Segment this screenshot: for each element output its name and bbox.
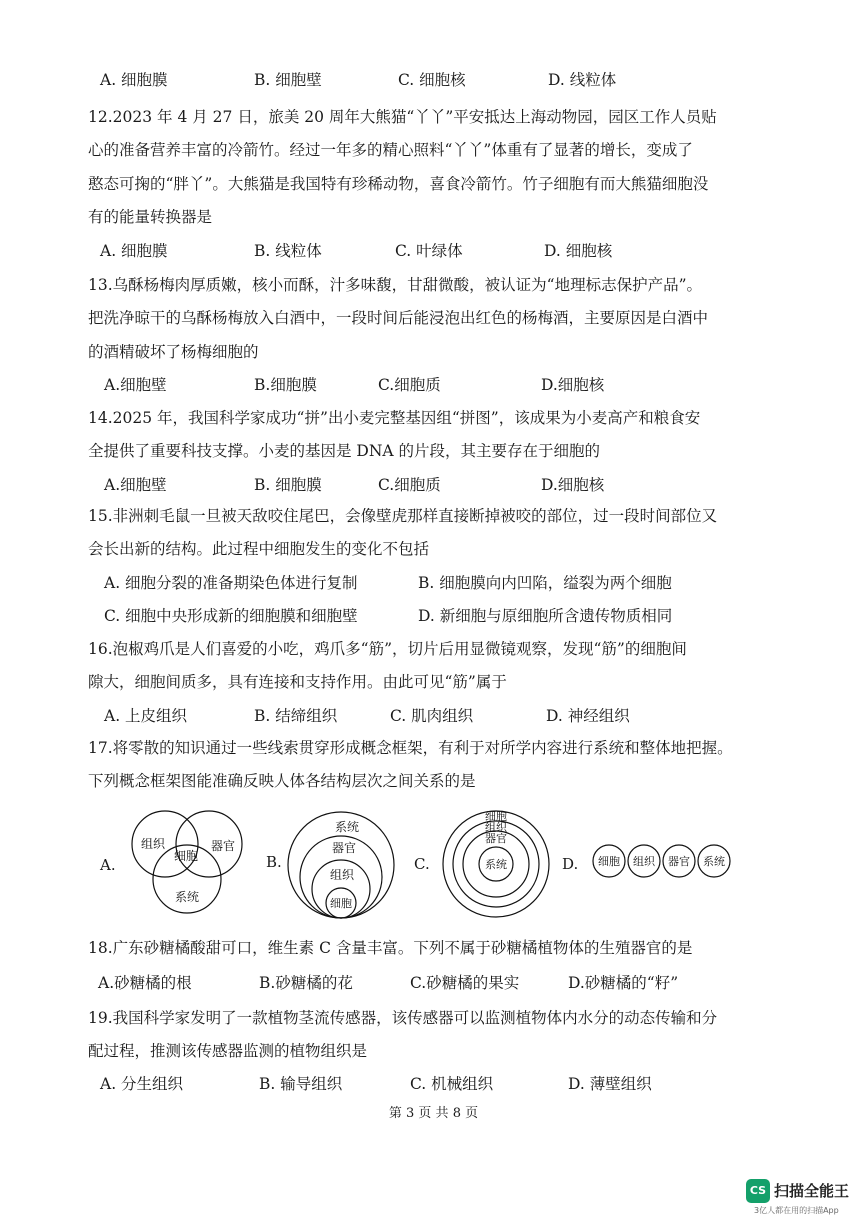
q17-option-d-letter: D.: [562, 855, 579, 873]
diagram-b-label-third: 组织: [329, 868, 355, 882]
q19-stem-line-2: 配过程，推测该传感器监测的植物组织是: [88, 1042, 368, 1060]
camscanner-logo-icon: CS: [746, 1179, 770, 1203]
q12-stem-line-4: 有的能量转换器是: [88, 208, 213, 226]
q15-option-c: C. 细胞中央形成新的细胞膜和细胞壁: [104, 607, 358, 625]
q19-option-b: B. 输导组织: [259, 1075, 343, 1093]
q11-option-b: B. 细胞壁: [254, 71, 322, 89]
q18-option-b: B.砂糖橘的花: [259, 974, 353, 992]
diagram-c-label-second: 组织: [485, 821, 507, 834]
diagram-a-label-center: 细胞: [173, 849, 199, 863]
q12-options: [0, 241, 867, 261]
q12-option-c: C. 叶绿体: [395, 242, 463, 260]
q16-options: [0, 706, 867, 726]
diagram-c-label-third: 器官: [485, 832, 507, 845]
q11-option-c: C. 细胞核: [398, 71, 466, 89]
q11-option-d: D. 线粒体: [548, 71, 617, 89]
q18-option-d: D.砂糖橘的“籽”: [568, 974, 679, 992]
q17-diagram-b: [284, 808, 398, 920]
q15-options-row-2: [0, 606, 867, 626]
q15-option-b: B. 细胞膜向内凹陷，缢裂为两个细胞: [418, 574, 672, 592]
q17-stem-line-1: 17.将零散的知识通过一些线索贯穿形成概念框架，有利于对所学内容进行系统和整体地把握。: [88, 739, 733, 757]
diagram-d-label-2: 组织: [633, 855, 655, 868]
q18-stem-line-1: 18.广东砂糖橘酸甜可口，维生素 C 含量丰富。下列不属于砂糖橘植物体的生殖器官的是: [88, 939, 693, 957]
q12-stem-line-1: 12.2023 年 4 月 27 日，旅美 20 周年大熊猫“丫丫”平安抵达上海动物园，园区工作人员贴: [88, 108, 717, 126]
q13-stem-line-1: 13.乌酥杨梅肉厚质嫩，核小而酥，汁多味馥，甘甜微酸，被认证为“地理标志保护产品”。: [88, 276, 703, 294]
camscanner-name: 扫描全能王: [774, 1182, 850, 1200]
q13-option-b: B.细胞膜: [254, 376, 317, 394]
q12-stem-line-2: 心的准备营养丰富的冷箭竹。经过一年多的精心照料“丫丫”体重有了显著的增长，变成了: [88, 141, 693, 159]
q13-options: [0, 375, 867, 395]
q11-option-a: A. 细胞膜: [100, 71, 168, 89]
q17-diagram-c: [440, 808, 552, 920]
diagram-b-label-outer: 系统: [334, 820, 360, 834]
q17-option-c-letter: C.: [414, 855, 430, 873]
diagram-c-label-inner: 系统: [485, 858, 507, 871]
diagram-a-label-right: 器官: [210, 839, 236, 853]
q18-option-c: C.砂糖橘的果实: [410, 974, 520, 992]
q17-option-b-letter: B.: [266, 853, 282, 871]
q12-option-a: A. 细胞膜: [100, 242, 168, 260]
q17-stem-line-2: 下列概念框架图能准确反映人体各结构层次之间关系的是: [88, 772, 476, 790]
q18-option-a: A.砂糖橘的根: [98, 974, 192, 992]
q17-diagram-d: [592, 842, 732, 880]
q12-option-d: D. 细胞核: [544, 242, 613, 260]
q14-option-b: B. 细胞膜: [254, 476, 322, 494]
q16-option-b: B. 结缔组织: [254, 707, 338, 725]
diagram-d-label-3: 器官: [668, 855, 690, 868]
q14-option-d: D.细胞核: [541, 476, 605, 494]
q14-options: [0, 475, 867, 495]
camscanner-watermark: [746, 1177, 856, 1221]
q12-option-b: B. 线粒体: [254, 242, 322, 260]
q12-stem-line-3: 憨态可掬的“胖丫”。大熊猫是我国特有珍稀动物，喜食冷箭竹。竹子细胞有而大熊猫细胞没: [88, 175, 709, 193]
q13-option-a: A.细胞壁: [104, 376, 167, 394]
diagram-b-label-inner: 细胞: [330, 897, 352, 910]
q19-stem-line-1: 19.我国科学家发明了一款植物茎流传感器，该传感器可以监测植物体内水分的动态传输和分: [88, 1009, 718, 1027]
q15-option-a: A. 细胞分裂的准备期染色体进行复制: [104, 574, 358, 592]
q19-options: [0, 1074, 867, 1094]
q16-option-a: A. 上皮组织: [104, 707, 188, 725]
q17-option-a-letter: A.: [100, 856, 116, 874]
q19-option-d: D. 薄壁组织: [568, 1075, 652, 1093]
q16-option-c: C. 肌肉组织: [390, 707, 474, 725]
q17-diagram-a: [124, 808, 248, 916]
q19-option-a: A. 分生组织: [100, 1075, 184, 1093]
q16-stem-line-2: 隙大，细胞间质多，具有连接和支持作用。由此可见“筋”属于: [88, 673, 507, 691]
q18-options: [0, 973, 867, 993]
q15-option-d: D. 新细胞与原细胞所含遗传物质相同: [418, 607, 673, 625]
q14-option-c: C.细胞质: [378, 476, 441, 494]
diagram-c-label-outer: 细胞: [485, 810, 507, 823]
q13-stem-line-3: 的酒精破坏了杨梅细胞的: [88, 343, 259, 361]
diagram-d-label-4: 系统: [703, 855, 725, 868]
q13-option-d: D.细胞核: [541, 376, 605, 394]
camscanner-tagline: 3亿人都在用的扫描App: [754, 1206, 839, 1215]
q15-stem-line-1: 15.非洲刺毛鼠一旦被天敌咬住尾巴，会像壁虎那样直接断掉被咬的部位，过一段时间部位又: [88, 507, 718, 525]
q14-option-a: A.细胞壁: [104, 476, 167, 494]
page-number: 第 3 页 共 8 页: [388, 1106, 479, 1121]
diagram-a-label-left: 组织: [140, 837, 166, 851]
diagram-b-label-second: 器官: [331, 841, 357, 855]
q15-stem-line-2: 会长出新的结构。此过程中细胞发生的变化不包括: [88, 540, 430, 558]
q11-options: [0, 70, 867, 90]
q14-stem-line-2: 全提供了重要科技支撑。小麦的基因是 DNA 的片段，其主要存在于细胞的: [88, 442, 601, 460]
q16-option-d: D. 神经组织: [546, 707, 630, 725]
q15-options-row-1: [0, 573, 867, 593]
q14-stem-line-1: 14.2025 年，我国科学家成功“拼”出小麦完整基因组“拼图”，该成果为小麦高产和粮食安: [88, 409, 701, 427]
q13-option-c: C.细胞质: [378, 376, 441, 394]
diagram-a-label-bottom: 系统: [174, 890, 200, 904]
diagram-d-label-1: 细胞: [598, 855, 620, 868]
q19-option-c: C. 机械组织: [410, 1075, 494, 1093]
q16-stem-line-1: 16.泡椒鸡爪是人们喜爱的小吃，鸡爪多“筋”，切片后用显微镜观察，发现“筋”的细胞间: [88, 640, 687, 658]
q13-stem-line-2: 把洗净晾干的乌酥杨梅放入白酒中，一段时间后能浸泡出红色的杨梅酒，主要原因是白酒中: [88, 309, 709, 327]
